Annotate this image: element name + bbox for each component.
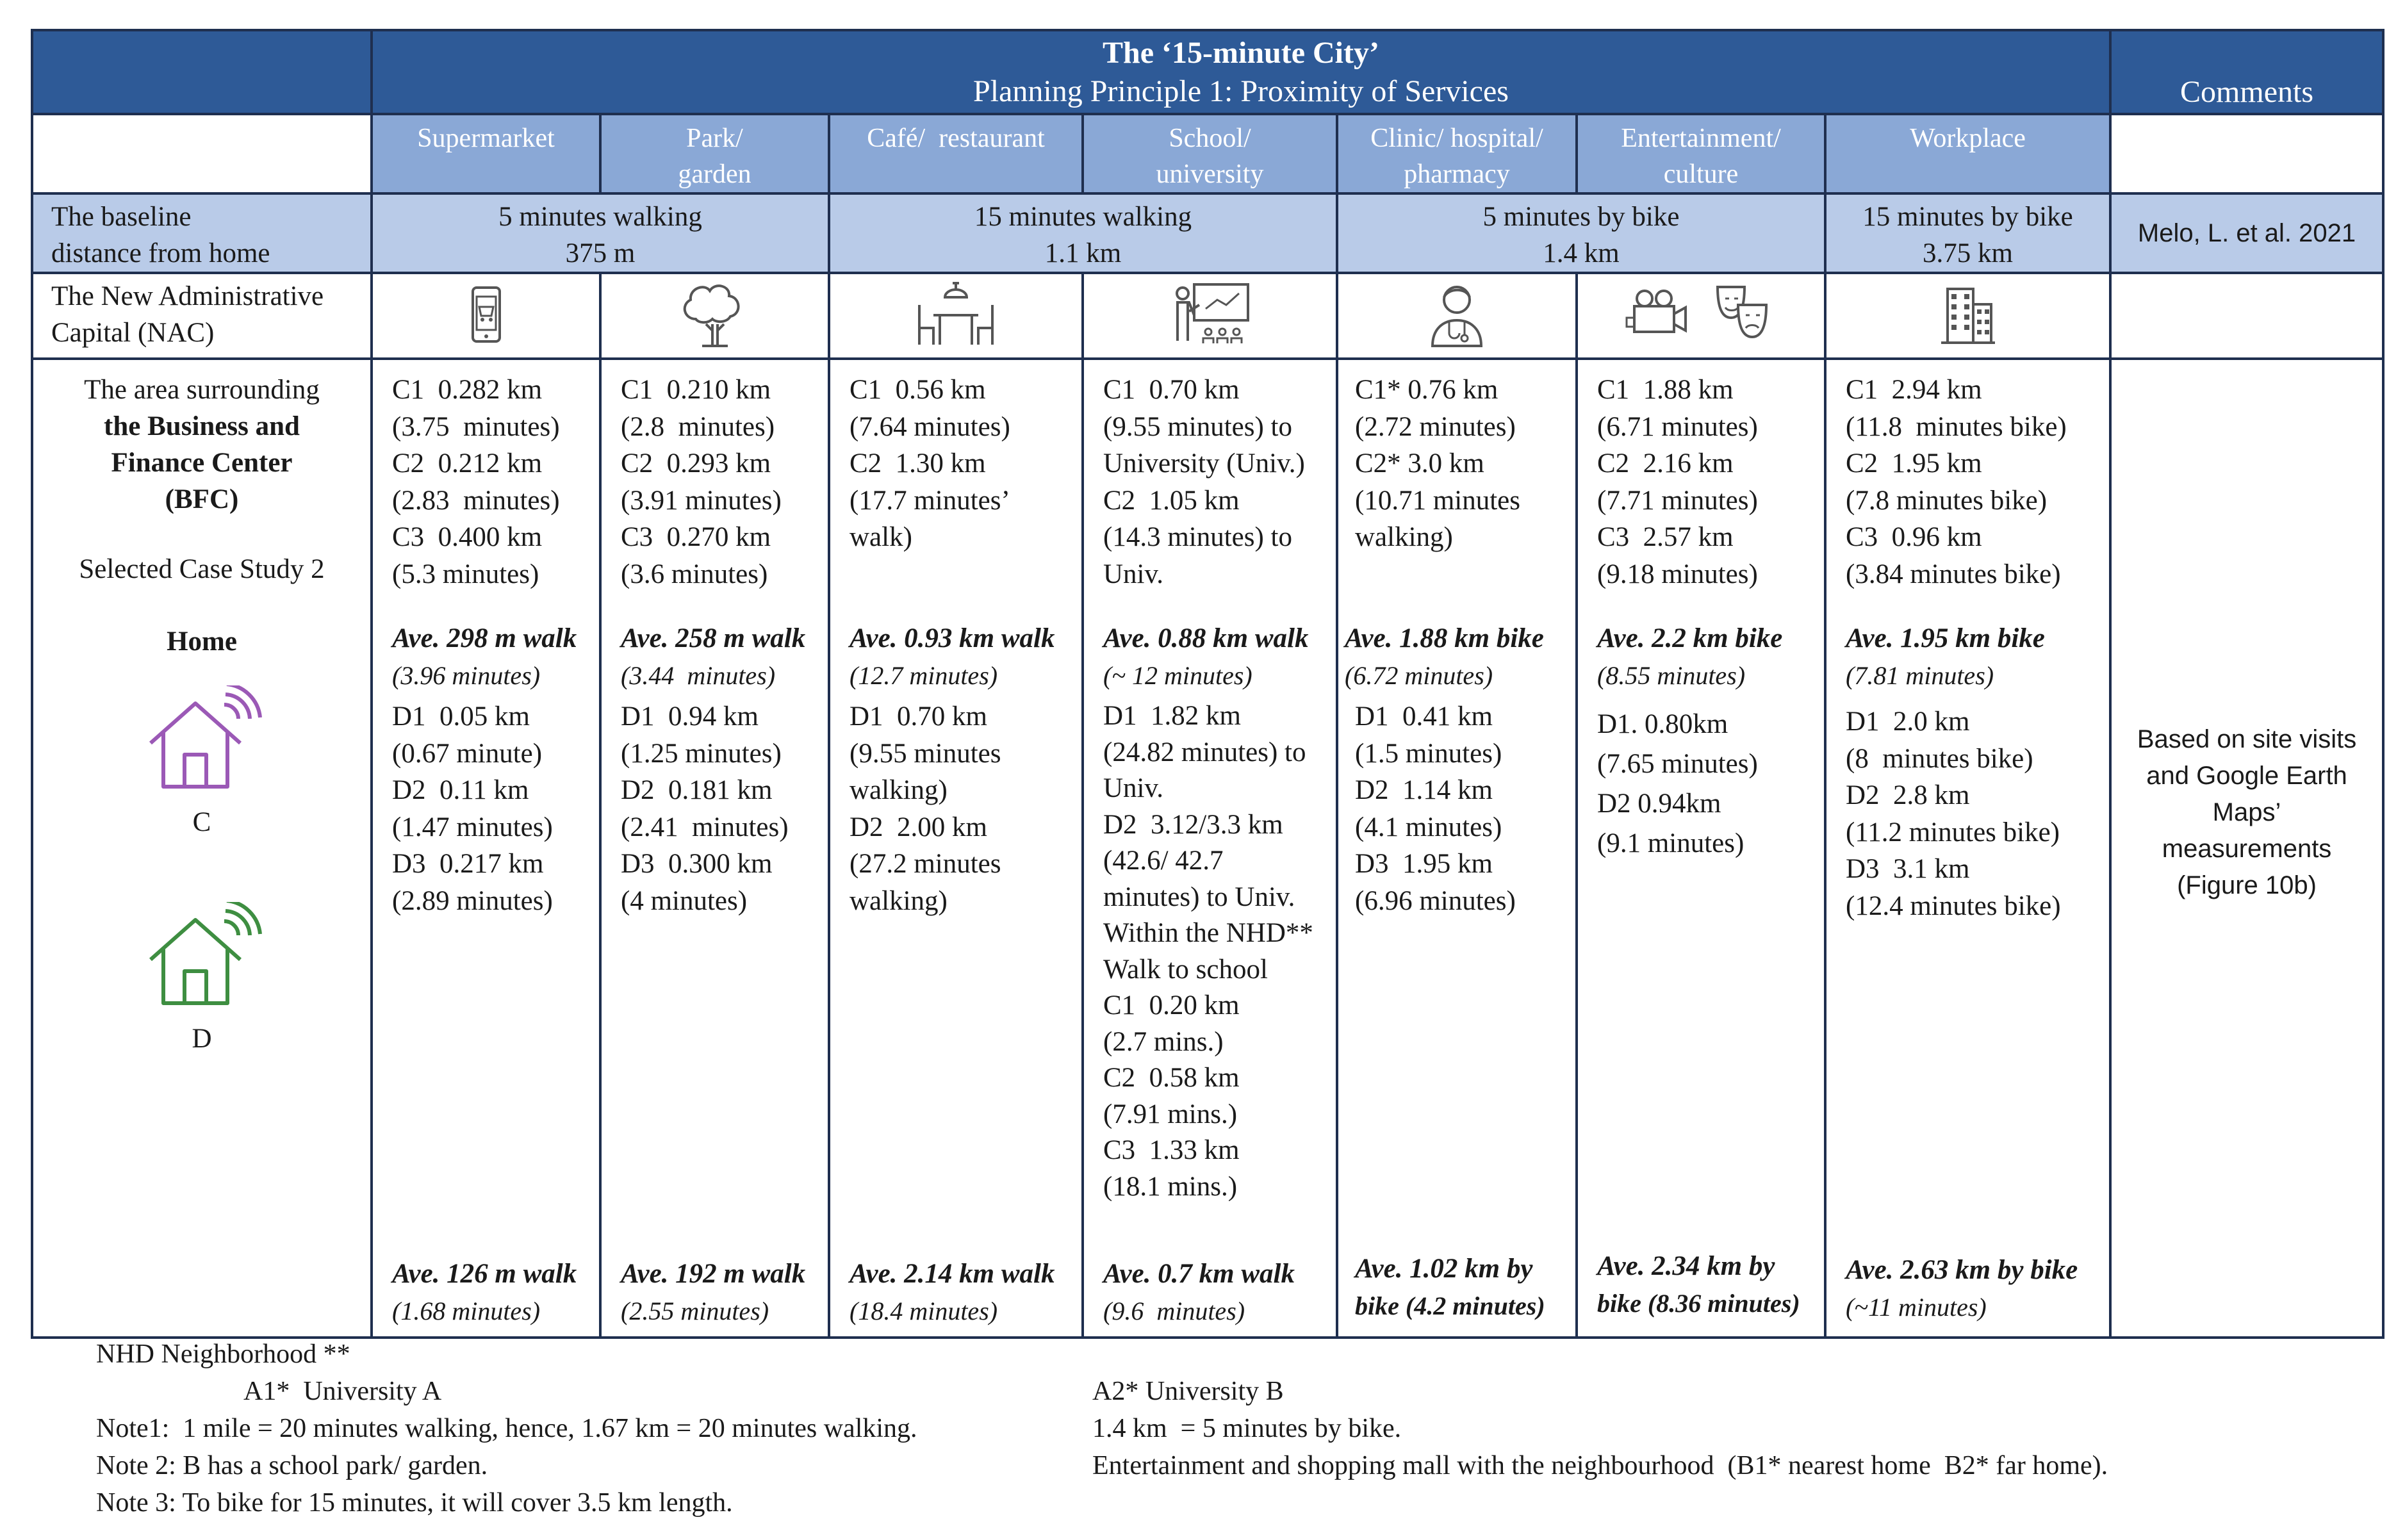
table-title-cell <box>372 30 2110 114</box>
supermarket-c-values: C1 0.282 km (3.75 minutes) C2 0.212 km (2.83 minutes) C3 0.400 km (5.3 minutes) <box>392 375 560 589</box>
baseline-label: The baseline distance from home <box>51 202 270 268</box>
clinic-d-average: Ave. 1.02 km by <box>1355 1254 1533 1284</box>
category-park: Park/ garden <box>600 114 829 193</box>
cafe-c-average: Ave. 0.93 km walk <box>850 623 1055 653</box>
note-1: Note1: 1 mile = 20 minutes walking, hence, 1.67 km = 20 minutes walking. <box>96 1414 917 1443</box>
home-c-label: C <box>192 807 211 837</box>
clinic-data-cell: C1* 0.76 km (2.72 minutes) C2* 3.0 km (10.71 minutes walking) Ave. 1.88 km bike (6.72 minutes) D1 0.41 km (1.5 minutes) D2 1.14 km (4.1 minutes) D3 1.95 km (6.96 minutes) Ave. 1.02 km by bike (4.2 minutes) <box>1337 359 1577 1338</box>
classroom-teacher-icon <box>1083 273 1337 359</box>
office-building-icon <box>1825 273 2110 359</box>
area-description-cell <box>32 359 372 1338</box>
clinic-c-average: Ave. 1.88 km bike <box>1345 623 1544 653</box>
school-c-values: C1 0.70 km (9.55 minutes) to University (Univ.) C2 1.05 km (14.3 minutes) to Univ. <box>1103 375 1305 589</box>
school-c-average: Ave. 0.88 km walk <box>1103 623 1309 653</box>
proximity-table <box>31 29 2384 1339</box>
workplace-d-average: Ave. 2.63 km by bike <box>1846 1255 2078 1285</box>
table-subtitle: Planning Principle 1: Proximity of Services <box>973 74 1509 108</box>
note-2b: Entertainment and shopping mall with the neighbourhood (B1* nearest home B2* far home). <box>1092 1451 2108 1480</box>
camera-masks-icon <box>1577 273 1825 359</box>
category-school: School/ university <box>1083 114 1337 193</box>
supermarket-d-average: Ave. 126 m walk <box>392 1259 577 1289</box>
park-c-values: C1 0.210 km (2.8 minutes) C2 0.293 km (3.91 minutes) C3 0.270 km (3.6 minutes) <box>621 375 782 589</box>
cafe-c-values: C1 0.56 km (7.64 minutes) C2 1.30 km (17.7 minutes’ walk) <box>850 375 1010 552</box>
area-line-1: The area surrounding <box>84 375 320 405</box>
nac-label: The New Administrative Capital (NAC) <box>51 281 324 348</box>
supermarket-c-average: Ave. 298 m walk <box>392 623 577 653</box>
smart-home-d-icon <box>141 902 263 1011</box>
park-d-values: D1 0.94 km (1.25 minutes) D2 0.181 km (2.41 minutes) D3 0.300 km (4 minutes) <box>621 701 789 916</box>
icon-comments-blank <box>2110 273 2383 359</box>
cafe-d-average: Ave. 2.14 km walk <box>850 1259 1055 1289</box>
supermarket-d-values: D1 0.05 km (0.67 minute) D2 0.11 km (1.47 minutes) D3 0.217 km (2.89 minutes) <box>392 701 553 916</box>
area-line-3: Finance Center <box>111 448 293 478</box>
area-line-4: (BFC) <box>165 484 239 514</box>
clinic-d-values: D1 0.41 km (1.5 minutes) D2 1.14 km (4.1 minutes) D3 1.95 km (6.96 minutes) <box>1355 701 1516 916</box>
supermarket-data-cell: C1 0.282 km (3.75 minutes) C2 0.212 km (2.83 minutes) C3 0.400 km (5.3 minutes) Ave. 298 m walk (3.96 minutes) D1 0.05 km (0.67 minute) D2 0.11 km (1.47 minutes) D3 0.217 km (2.89 minutes) Ave. 126 m walk (1.68 minutes) <box>372 359 600 1338</box>
baseline-walk-5: 5 minutes walking 375 m <box>372 193 829 273</box>
park-d-average: Ave. 192 m walk <box>621 1259 806 1289</box>
footnotes <box>0 1336 2405 1528</box>
baseline-bike-5: 5 minutes by bike 1.4 km <box>1337 193 1825 273</box>
home-label: Home <box>167 627 237 657</box>
park-data-cell: C1 0.210 km (2.8 minutes) C2 0.293 km (3.91 minutes) C3 0.270 km (3.6 minutes) Ave. 258 m walk (3.44 minutes) D1 0.94 km (1.25 minutes) D2 0.181 km (2.41 minutes) D3 0.300 km (4 minutes) Ave. 192 m walk (2.55 minutes) <box>600 359 829 1338</box>
category-cafe: Café/ restaurant <box>829 114 1083 193</box>
dining-table-icon <box>829 273 1083 359</box>
comments-header-cell <box>2110 30 2383 114</box>
baseline-walk-15: 15 minutes walking 1.1 km <box>829 193 1337 273</box>
table-title: The ‘15-minute City’ <box>1103 36 1379 70</box>
case-study-label: Selected Case Study 2 <box>79 554 325 584</box>
workplace-c-average: Ave. 1.95 km bike <box>1846 623 2045 653</box>
note-nhd: NHD Neighborhood ** <box>96 1339 350 1369</box>
area-line-2: the Business and <box>104 411 300 441</box>
category-corner <box>32 114 372 193</box>
comment-cell <box>2110 359 2383 1338</box>
entertainment-data-cell: C1 1.88 km (6.71 minutes) C2 2.16 km (7.71 minutes) C3 2.57 km (9.18 minutes) Ave. 2.2 km bike (8.55 minutes) D1. 0.80km (7.65 minutes) D2 0.94km (9.1 minutes) Ave. 2.34 km by bike (8.36 minutes) <box>1577 359 1825 1338</box>
workplace-data-cell: C1 2.94 km (11.8 minutes bike) C2 1.95 km (7.8 minutes bike) C3 0.96 km (3.84 minutes bike) Ave. 1.95 km bike (7.81 minutes) D1 2.0 km (8 minutes bike) D2 2.8 km (11.2 minutes bike) D3 3.1 km (12.4 minutes bike) Ave. 2.63 km by bike (~11 minutes) <box>1825 359 2110 1338</box>
cafe-d-values: D1 0.70 km (9.55 minutes walking) D2 2.00 km (27.2 minutes walking) <box>850 701 1001 916</box>
note-1b: 1.4 km = 5 minutes by bike. <box>1092 1414 1402 1443</box>
baseline-source: Melo, L. et al. 2021 <box>2110 193 2383 273</box>
category-workplace: Workplace <box>1825 114 2110 193</box>
comments-header: Comments <box>2180 75 2314 109</box>
cafe-data-cell: C1 0.56 km (7.64 minutes) C2 1.30 km (17.7 minutes’ walk) Ave. 0.93 km walk (12.7 minutes) D1 0.70 km (9.55 minutes walking) D2 2.00 km (27.2 minutes walking) Ave. 2.14 km walk (18.4 minutes) <box>829 359 1083 1338</box>
note-a2: A2* University B <box>1092 1377 1284 1406</box>
comment-text: Based on site visits and Google Earth Maps’ measurements (Figure 10b) <box>2137 725 2357 899</box>
tree-icon <box>600 273 829 359</box>
shopping-cart-icon <box>372 273 600 359</box>
doctor-icon <box>1337 273 1577 359</box>
school-data-cell: C1 0.70 km (9.55 minutes) to University (Univ.) C2 1.05 km (14.3 minutes) to Univ. Ave. 0.88 km walk (~ 12 minutes) D1 1.82 km (24.82 minutes) to Univ. D2 3.12/3.3 km (42.6/ 42.7 minutes) to Univ. Within the NHD** Walk to school C1 0.20 km (2.7 mins.) C2 0.58 km (7.91 mins.) C3 1.33 km (18.1 mins.) Ave. 0.7 km walk (9.6 minutes) <box>1083 359 1337 1338</box>
clinic-c-values: C1* 0.76 km (2.72 minutes) C2* 3.0 km (10.71 minutes walking) <box>1355 375 1520 552</box>
home-d-label: D <box>192 1024 212 1054</box>
note-a1: A1* University A <box>243 1377 442 1406</box>
smart-home-c-icon <box>141 685 263 794</box>
baseline-bike-15: 15 minutes by bike 3.75 km <box>1825 193 2110 273</box>
workplace-c-values: C1 2.94 km (11.8 minutes bike) C2 1.95 km (7.8 minutes bike) C3 0.96 km (3.84 minutes bike) <box>1846 375 2067 589</box>
entertainment-d-average: Ave. 2.34 km by <box>1597 1251 1775 1281</box>
category-comments-blank <box>2110 114 2383 193</box>
school-d-values: D1 1.82 km (24.82 minutes) to Univ. D2 3.12/3.3 km (42.6/ 42.7 minutes) to Univ. Within the NHD** Walk to school C1 0.20 km (2.7 mins.) C2 0.58 km (7.91 mins.) C3 1.33 km (18.1 mins.) <box>1103 701 1313 1202</box>
category-supermarket: Supermarket <box>372 114 600 193</box>
baseline-label-cell <box>32 193 372 273</box>
category-clinic: Clinic/ hospital/ pharmacy <box>1337 114 1577 193</box>
entertainment-c-average: Ave. 2.2 km bike <box>1597 623 1783 653</box>
note-2: Note 2: B has a school park/ garden. <box>96 1451 488 1480</box>
school-d-average: Ave. 0.7 km walk <box>1103 1259 1295 1289</box>
note-3: Note 3: To bike for 15 minutes, it will cover 3.5 km length. <box>96 1488 733 1518</box>
workplace-d-values: D1 2.0 km (8 minutes bike) D2 2.8 km (11.2 minutes bike) D3 3.1 km (12.4 minutes bike) <box>1846 707 2061 921</box>
nac-label-cell <box>32 273 372 359</box>
entertainment-d-values: D1. 0.80km (7.65 minutes) D2 0.94km (9.1 minutes) <box>1597 709 1758 858</box>
corner-cell <box>32 30 372 114</box>
category-entertainment: Entertainment/ culture <box>1577 114 1825 193</box>
entertainment-c-values: C1 1.88 km (6.71 minutes) C2 2.16 km (7.71 minutes) C3 2.57 km (9.18 minutes) <box>1597 375 1758 589</box>
park-c-average: Ave. 258 m walk <box>621 623 806 653</box>
